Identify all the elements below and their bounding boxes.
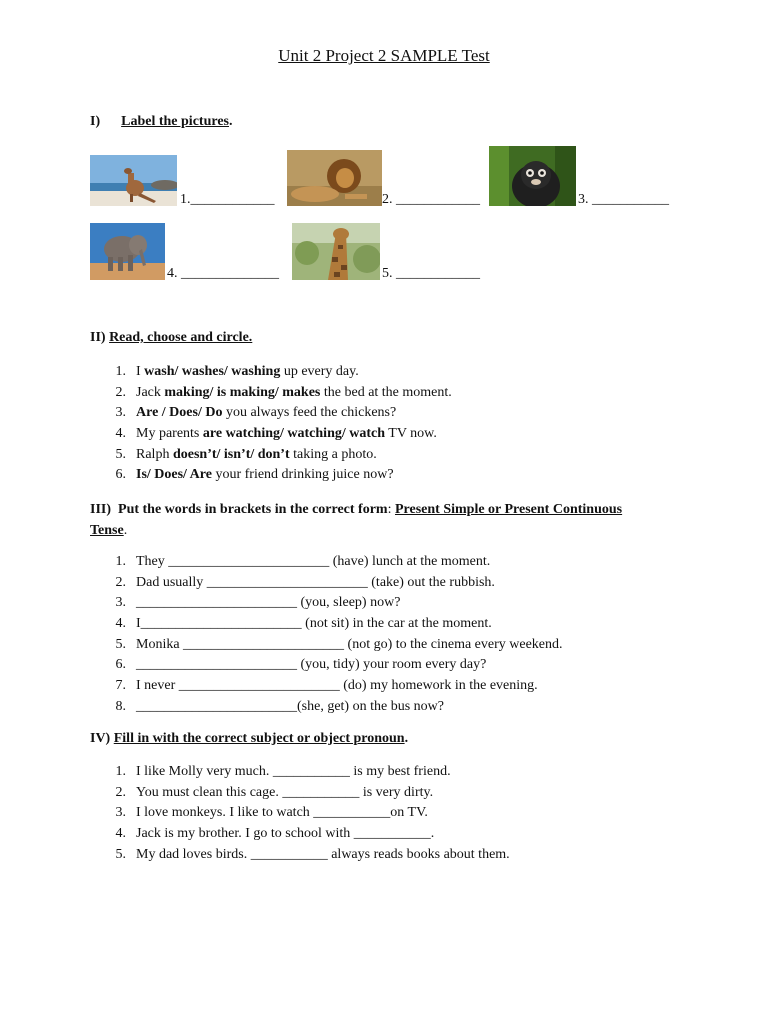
section-2-title: Read, choose and circle. bbox=[109, 330, 253, 345]
section-4-title: Fill in with the correct subject or object pronoun bbox=[113, 731, 405, 746]
section-3-numeral: III) bbox=[90, 502, 112, 517]
elephant-picture bbox=[90, 223, 165, 280]
section-1-title: Label the pictures bbox=[121, 114, 229, 129]
choice-options: Are / Does/ Do bbox=[136, 405, 223, 421]
section-1-numeral: I) bbox=[90, 114, 101, 129]
choice-options: doesn’t/ isn’t/ don’t bbox=[172, 446, 290, 462]
list-item: 1. They _______________________ (have) lunch at the moment. bbox=[115, 554, 491, 569]
label-blank-5[interactable]: 5. ____________ bbox=[382, 266, 480, 281]
section-4-list bbox=[112, 762, 712, 865]
list-item: 2. You must clean this cage. ___________ is very dirty. bbox=[115, 784, 434, 800]
section-4-heading: IV) Fill in with the correct subject or object pronoun. bbox=[90, 731, 409, 746]
list-item: 3. _______________________ (you, sleep) now? bbox=[115, 595, 401, 611]
section-2-numeral: II) bbox=[90, 330, 106, 345]
list-item: 3. Are / Does/ Do you always feed the chickens? bbox=[115, 405, 397, 421]
list-item: 4. My parents are watching/ watching/ watch TV now. bbox=[115, 426, 437, 442]
section-2-heading bbox=[90, 330, 252, 346]
list-item: 4. I_______________________ (not sit) in the car at the moment. bbox=[115, 616, 492, 632]
list-item: 5. Monika _______________________ (not go) to the cinema every weekend. bbox=[115, 636, 563, 652]
list-item: 8. _______________________(she, get) on the bus now? bbox=[115, 698, 444, 714]
giraffe-picture bbox=[292, 223, 380, 280]
list-item: 7. I never _______________________ (do) my homework in the evening. bbox=[115, 678, 538, 694]
list-item: 6. _______________________ (you, tidy) your room every day? bbox=[115, 657, 487, 673]
kangaroo-picture bbox=[90, 155, 177, 206]
list-item: 1. I wash/ washes/ washing up every day. bbox=[115, 364, 359, 379]
choice-options: are watching/ watching/ watch bbox=[202, 426, 386, 442]
choice-options: wash/ washes/ washing bbox=[144, 364, 281, 379]
list-item: 1. I like Molly very much. ___________ is my best friend. bbox=[115, 764, 451, 779]
label-blank-4[interactable]: 4. ______________ bbox=[167, 266, 279, 281]
monkey-picture bbox=[489, 146, 576, 206]
label-blank-1[interactable]: 1.____________ bbox=[180, 192, 275, 207]
section-3-tense-line2: Tense bbox=[90, 523, 124, 538]
list-item: 5. My dad loves birds. ___________ always reads books about them. bbox=[115, 846, 510, 862]
lion-picture bbox=[287, 150, 382, 206]
section-1-heading: I) Label the pictures. bbox=[90, 114, 233, 129]
section-2-list bbox=[112, 362, 712, 486]
list-item: 6. Is/ Does/ Are your friend drinking juice now? bbox=[115, 467, 394, 483]
section-3-title: Put the words in brackets in the correct form bbox=[118, 502, 388, 517]
list-item: 2. Dad usually _______________________ (take) out the rubbish. bbox=[115, 574, 495, 590]
section-4-numeral: IV) bbox=[90, 731, 111, 746]
label-blank-3[interactable]: 3. ___________ bbox=[578, 192, 669, 207]
label-blank-2[interactable]: 2. ____________ bbox=[382, 192, 480, 207]
section-3-heading: III) Put the words in brackets in the correct form: Present Simple or Present Continuous Tense. bbox=[90, 502, 623, 538]
page-title: Unit 2 Project 2 SAMPLE Test bbox=[278, 46, 490, 65]
list-item: 2. Jack making/ is making/ makes the bed at the moment. bbox=[115, 384, 452, 400]
section-3-tense-line1: Present Simple or Present Continuous bbox=[394, 502, 623, 517]
list-item: 4. Jack is my brother. I go to school with ___________. bbox=[115, 826, 435, 842]
choice-options: Is/ Does/ Are bbox=[136, 467, 212, 483]
list-item: 5. Ralph doesn’t/ isn’t/ don’t taking a photo. bbox=[115, 446, 377, 462]
list-item: 3. I love monkeys. I like to watch ___________on TV. bbox=[115, 805, 428, 821]
choice-options: making/ is making/ makes bbox=[164, 384, 321, 400]
section-3-list bbox=[112, 552, 712, 718]
